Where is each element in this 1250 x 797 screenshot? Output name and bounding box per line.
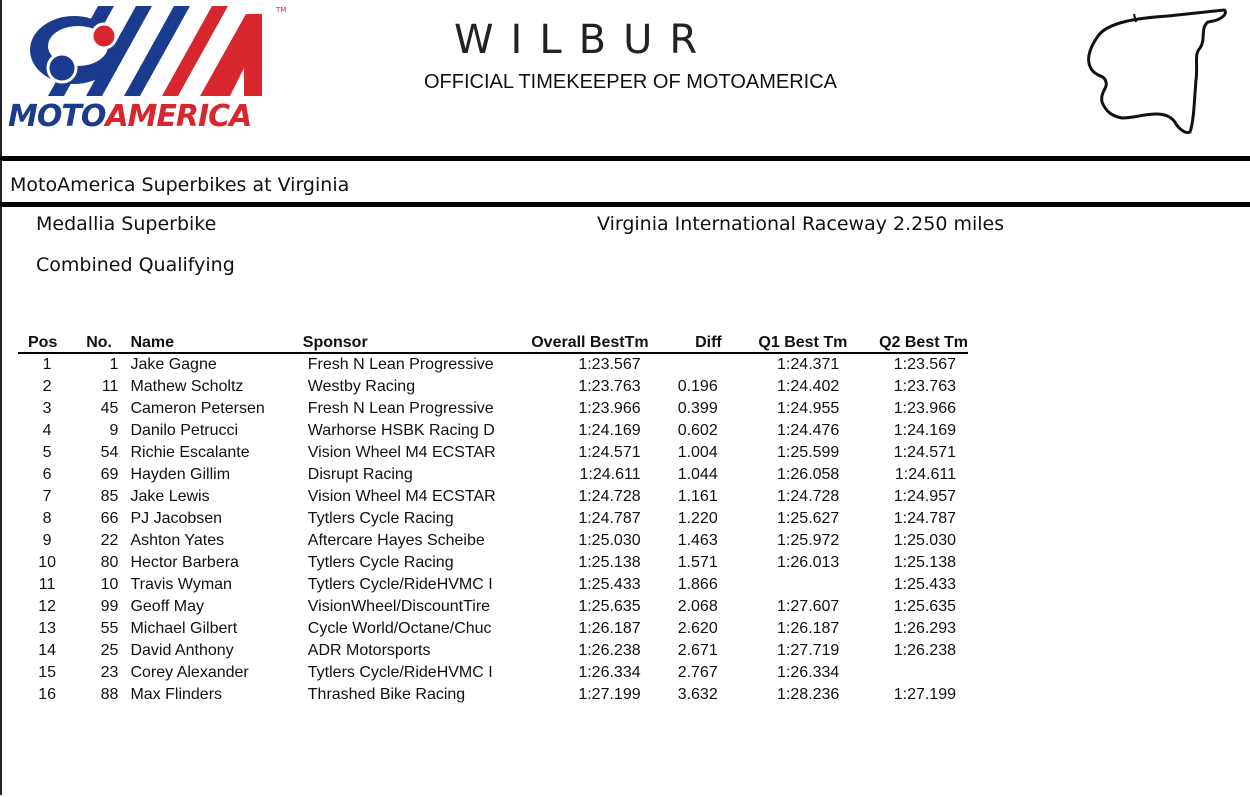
overall-best-cell: 1:26.334 <box>578 664 641 681</box>
q1-best-cell: 1:27.607 <box>777 598 840 615</box>
table-row <box>18 552 968 574</box>
q1-best-cell: 1:26.334 <box>777 664 840 681</box>
q2-best-cell: 1:24.957 <box>893 488 956 505</box>
table-row <box>18 640 968 662</box>
overall-best-cell: 1:25.635 <box>578 598 641 615</box>
overall-best-cell: 1:25.030 <box>578 532 641 549</box>
pos-cell: 3 <box>42 400 52 417</box>
sponsor-cell: Tytlers Cycle/RideHVMC I <box>307 576 493 593</box>
q2-best-cell: 1:23.763 <box>893 378 956 395</box>
table-row <box>18 353 968 376</box>
number-cell: 25 <box>100 642 119 659</box>
sponsor-cell: Westby Racing <box>307 378 416 395</box>
sponsor-cell: Disrupt Racing <box>307 466 413 483</box>
col-header-sponsor: Sponsor <box>303 333 498 353</box>
number-cell: 55 <box>100 620 119 637</box>
table-row <box>18 442 968 464</box>
q2-best-cell: 1:26.293 <box>893 620 956 637</box>
col-header-q1-best: Q1 Best Tm <box>722 333 848 353</box>
q1-best-cell: 1:27.719 <box>777 642 840 659</box>
number-cell: 80 <box>100 554 119 571</box>
sponsor-cell: VisionWheel/DiscountTire <box>307 598 491 615</box>
table-row <box>18 398 968 420</box>
name-cell: Ashton Yates <box>130 532 225 549</box>
pos-cell: 13 <box>38 620 56 637</box>
diff-cell: 0.602 <box>677 422 718 439</box>
sponsor-cell: Tytlers Cycle/RideHVMC I <box>307 664 493 681</box>
sponsor-cell: Fresh N Lean Progressive <box>307 400 494 417</box>
overall-best-cell: 1:24.728 <box>578 488 641 505</box>
table-row <box>18 574 968 596</box>
diff-cell: 1.044 <box>677 466 718 483</box>
name-cell: Jake Gagne <box>130 356 217 373</box>
number-cell: 10 <box>100 576 119 593</box>
table-row <box>18 684 968 706</box>
pos-cell: 5 <box>42 444 52 461</box>
sponsor-cell: Vision Wheel M4 ECSTAR <box>307 488 496 505</box>
pos-cell: 10 <box>38 554 56 571</box>
sponsor-cell: ADR Motorsports <box>307 642 431 659</box>
sponsor-cell: Fresh N Lean Progressive <box>307 356 494 373</box>
diff-cell: 1.463 <box>677 532 718 549</box>
number-cell: 88 <box>100 686 119 703</box>
name-cell: Danilo Petrucci <box>130 422 239 439</box>
pos-cell: 6 <box>42 466 52 483</box>
overall-best-cell: 1:23.966 <box>578 400 641 417</box>
number-cell: 69 <box>100 466 119 483</box>
number-cell: 22 <box>100 532 119 549</box>
timekeeper-tagline: OFFICIAL TIMEKEEPER OF MOTOAMERICA <box>424 71 838 93</box>
col-header-overall-best: Overall BestTm <box>497 333 648 353</box>
class-name: Medallia Superbike <box>36 213 217 235</box>
name-cell: Corey Alexander <box>130 664 249 681</box>
overall-best-cell: 1:24.611 <box>579 466 641 483</box>
diff-cell: 1.866 <box>677 576 718 593</box>
col-header-pos: Pos <box>18 333 76 353</box>
q1-best-cell: 1:28.236 <box>777 686 840 703</box>
overall-best-cell: 1:24.169 <box>578 422 641 439</box>
sponsor-cell: Cycle World/Octane/Chuc <box>307 620 492 637</box>
name-cell: PJ Jacobsen <box>130 510 223 527</box>
pos-cell: 16 <box>38 686 56 703</box>
q1-best-cell: 1:25.972 <box>777 532 840 549</box>
pos-cell: 7 <box>42 488 52 505</box>
diff-cell: 2.620 <box>677 620 718 637</box>
q2-best-cell: 1:25.030 <box>893 532 956 549</box>
number-cell: 1 <box>109 356 119 373</box>
q1-best-cell: 1:24.402 <box>777 378 840 395</box>
table-header-row <box>18 333 968 353</box>
sponsor-cell: Thrashed Bike Racing <box>307 686 466 703</box>
motoamerica-logo <box>8 6 290 134</box>
wilbur-brand: WILBUR <box>454 17 715 63</box>
diff-cell: 2.068 <box>677 598 718 615</box>
pos-cell: 1 <box>42 356 52 373</box>
diff-cell: 3.632 <box>677 686 718 703</box>
table-row <box>18 530 968 552</box>
number-cell: 23 <box>100 664 119 681</box>
col-header-diff: Diff <box>649 333 722 353</box>
table-row <box>18 618 968 640</box>
track-map-icon <box>1078 0 1250 150</box>
number-cell: 11 <box>101 378 119 395</box>
overall-best-cell: 1:26.238 <box>578 642 641 659</box>
overall-best-cell: 1:24.571 <box>578 444 641 461</box>
number-cell: 9 <box>109 422 119 439</box>
q2-best-cell <box>847 662 968 684</box>
q1-best-cell: 1:26.058 <box>777 466 840 483</box>
q1-best-cell: 1:26.187 <box>777 620 840 637</box>
overall-best-cell: 1:25.138 <box>578 554 641 571</box>
pos-cell: 4 <box>42 422 52 439</box>
col-header-number: No. <box>76 333 130 353</box>
pos-cell: 11 <box>38 576 56 593</box>
name-cell: Michael Gilbert <box>130 620 238 637</box>
q2-best-cell: 1:23.567 <box>893 356 956 373</box>
pos-cell: 12 <box>38 598 56 615</box>
overall-best-cell: 1:25.433 <box>578 576 641 593</box>
name-cell: Cameron Petersen <box>130 400 265 417</box>
results-table <box>18 333 968 706</box>
event-title: MotoAmerica Superbikes at Virginia <box>10 174 350 196</box>
q2-best-cell: 1:25.138 <box>893 554 956 571</box>
pos-cell: 2 <box>42 378 52 395</box>
event-divider <box>0 202 1250 207</box>
overall-best-cell: 1:23.763 <box>578 378 641 395</box>
sponsor-cell: Vision Wheel M4 ECSTAR <box>307 444 496 461</box>
overall-best-cell: 1:27.199 <box>578 686 641 703</box>
table-row <box>18 486 968 508</box>
name-cell: Jake Lewis <box>130 488 210 505</box>
q1-best-cell: 1:24.955 <box>777 400 840 417</box>
pos-cell: 8 <box>42 510 52 527</box>
table-row <box>18 596 968 618</box>
sponsor-cell: Warhorse HSBK Racing D <box>307 422 495 439</box>
pos-cell: 9 <box>42 532 52 549</box>
name-cell: Richie Escalante <box>130 444 250 461</box>
overall-best-cell: 1:23.567 <box>578 356 641 373</box>
sponsor-cell: Tytlers Cycle Racing <box>307 510 454 527</box>
table-row <box>18 662 968 684</box>
number-cell: 85 <box>100 488 119 505</box>
number-cell: 45 <box>100 400 119 417</box>
q2-best-cell: 1:24.169 <box>893 422 956 439</box>
name-cell: Hector Barbera <box>130 554 239 571</box>
diff-cell: 1.220 <box>677 510 718 527</box>
q1-best-cell: 1:25.599 <box>777 444 840 461</box>
venue-label: Virginia International Raceway 2.250 miles <box>597 213 1005 235</box>
q1-best-cell: 1:24.476 <box>777 422 840 439</box>
diff-cell: 1.004 <box>677 444 718 461</box>
q2-best-cell: 1:24.571 <box>893 444 956 461</box>
q1-best-cell: 1:25.627 <box>777 510 840 527</box>
table-row <box>18 376 968 398</box>
name-cell: David Anthony <box>130 642 234 659</box>
trademark-mark: TM <box>276 6 287 14</box>
session-name: Combined Qualifying <box>36 254 235 276</box>
name-cell: Mathew Scholtz <box>130 378 244 395</box>
q2-best-cell: 1:24.787 <box>893 510 956 527</box>
sponsor-cell: Aftercare Hayes Scheibe <box>307 532 485 549</box>
q1-best-cell: 1:24.728 <box>777 488 840 505</box>
q2-best-cell: 1:27.199 <box>893 686 956 703</box>
table-row <box>18 464 968 486</box>
name-cell: Travis Wyman <box>130 576 232 593</box>
overall-best-cell: 1:26.187 <box>578 620 641 637</box>
number-cell: 99 <box>100 598 119 615</box>
q1-best-cell: 1:26.013 <box>777 554 840 571</box>
name-cell: Hayden Gillim <box>130 466 231 483</box>
motoamerica-stripes-icon <box>8 6 290 102</box>
q2-best-cell: 1:25.433 <box>893 576 956 593</box>
table-row <box>18 508 968 530</box>
diff-cell: 0.399 <box>677 400 718 417</box>
overall-best-cell: 1:24.787 <box>578 510 641 527</box>
table-row <box>18 420 968 442</box>
number-cell: 66 <box>100 510 119 527</box>
name-cell: Max Flinders <box>130 686 223 703</box>
q2-best-cell: 1:23.966 <box>893 400 956 417</box>
q2-best-cell: 1:24.611 <box>894 466 956 483</box>
sponsor-cell: Tytlers Cycle Racing <box>307 554 454 571</box>
header-divider <box>0 156 1250 161</box>
diff-cell: 1.161 <box>677 488 718 505</box>
diff-cell <box>649 353 722 376</box>
q2-best-cell: 1:26.238 <box>893 642 956 659</box>
name-cell: Geoff May <box>130 598 204 615</box>
q1-best-cell: 1:24.371 <box>777 356 840 373</box>
number-cell: 54 <box>100 444 119 461</box>
q2-best-cell: 1:25.635 <box>893 598 956 615</box>
diff-cell: 0.196 <box>677 378 718 395</box>
pos-cell: 14 <box>38 642 56 659</box>
diff-cell: 2.671 <box>677 642 718 659</box>
diff-cell: 2.767 <box>677 664 718 681</box>
motoamerica-wordmark: MOTOAMERICA <box>8 99 252 134</box>
pos-cell: 15 <box>38 664 56 681</box>
diff-cell: 1.571 <box>677 554 718 571</box>
col-header-name: Name <box>130 333 302 353</box>
q1-best-cell <box>722 574 848 596</box>
col-header-q2-best: Q2 Best Tm <box>847 333 968 353</box>
